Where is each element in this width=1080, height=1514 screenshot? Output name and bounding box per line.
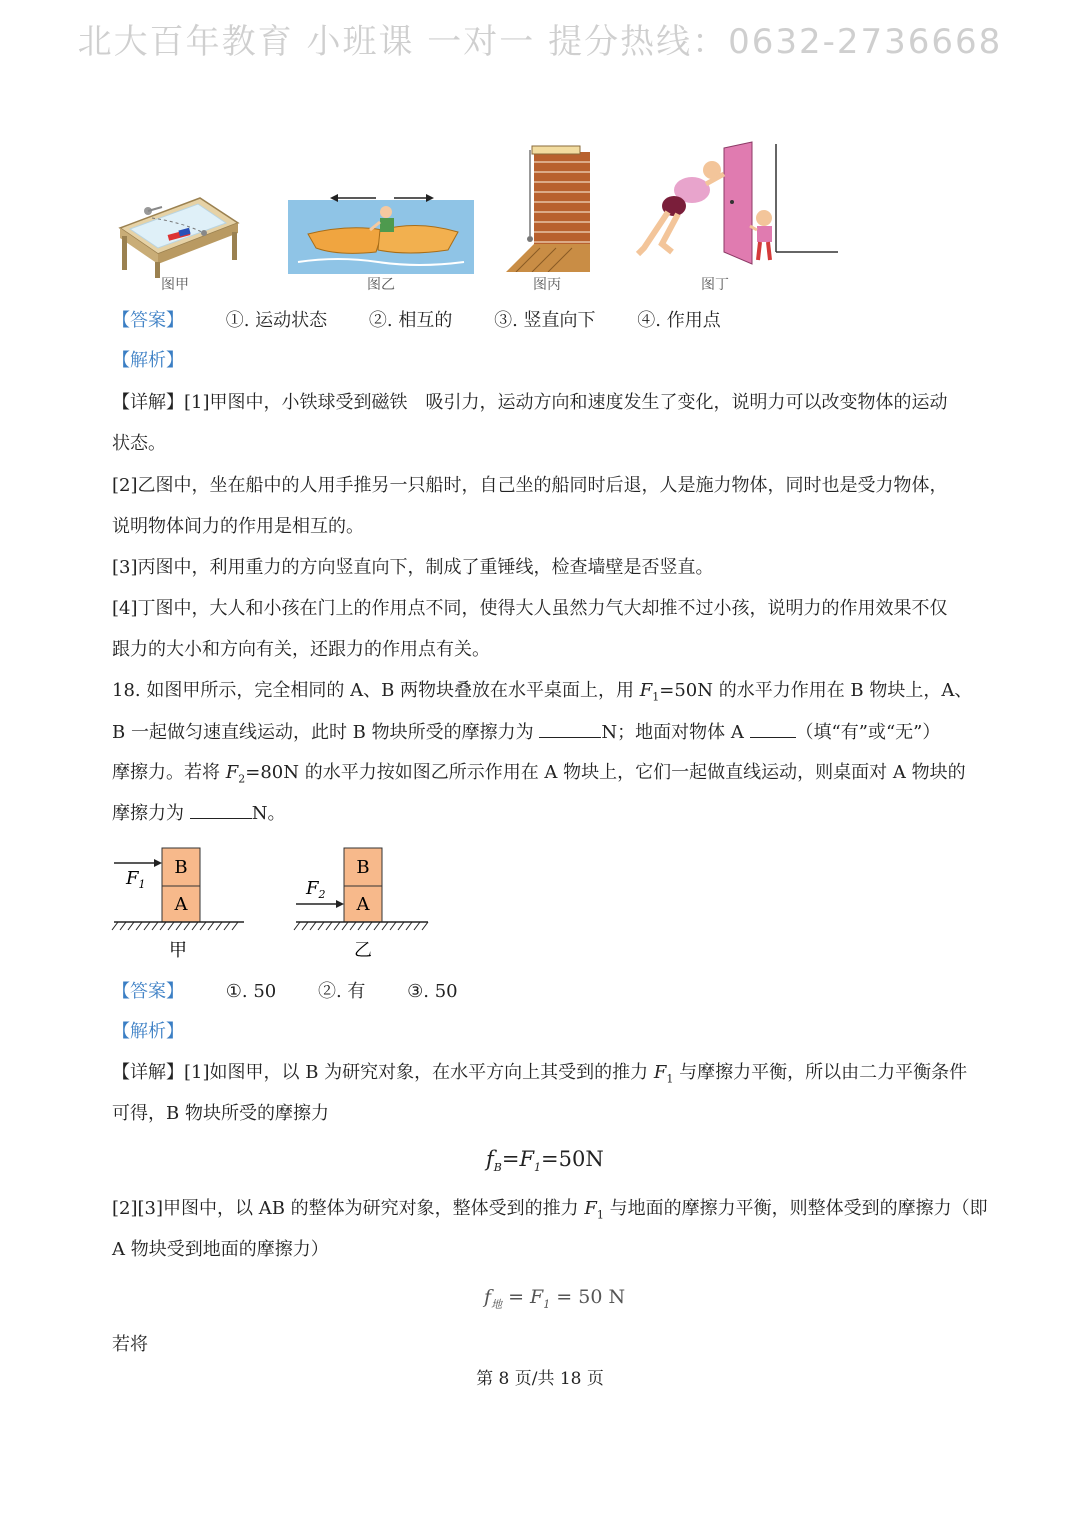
figure-jia-caption: 图甲 <box>161 277 189 293</box>
q17-answer-2: ②. 相互的 <box>368 310 453 331</box>
formula-eq-f: =F <box>501 1147 535 1171</box>
q17-detail-line-2: 状态。 <box>112 433 166 454</box>
q18-text: =80N 的水平力按如图乙所示作用在 A 物块上，它们一起做直线运动，则桌面对 A 物块的 <box>245 762 966 783</box>
q18-answer-3: ③. 50 <box>407 981 458 1002</box>
q18-detail-line-2: 可得，B 物块所受的摩擦力 <box>112 1103 329 1124</box>
formula-f: f <box>484 1286 492 1308</box>
q18-text: 摩擦力为 <box>112 803 190 824</box>
q17-answer-3: ③. 竖直向下 <box>494 310 596 331</box>
formula-fb <box>486 1147 604 1174</box>
figure-ding-caption: 图丁 <box>701 277 729 293</box>
formula-sub-b: B <box>493 1161 502 1175</box>
q17-detail-text-1: [1]甲图中，小铁球受到磁铁 吸引力，运动方向和速度发生了变化，说明力可以改变物体的运动 <box>184 392 948 413</box>
q18-text: =50N 的水平力作用在 B 物块上，A、 <box>659 680 973 701</box>
block-b-label-yi: B <box>356 857 370 878</box>
answer-blank-1[interactable] <box>539 721 601 738</box>
formula-eq-f: = F <box>502 1286 544 1308</box>
block-a-label-jia: A <box>174 894 188 915</box>
detail-tag: 【详解】 <box>112 1062 184 1083</box>
block-b-label-jia: B <box>174 857 188 878</box>
q18-text: （填“有”或“无”） <box>795 722 941 743</box>
watermark-text: 北大百年教育 小班课 一对一 提分热线：0632-2736668 <box>77 22 1003 62</box>
figure-jia-image <box>110 188 240 278</box>
f1-subscript: 1 <box>666 1072 674 1086</box>
answer-tag: 【答案】 <box>112 981 184 1002</box>
figure-yi-caption: 图乙 <box>367 277 395 293</box>
answer-blank-2[interactable] <box>750 721 796 738</box>
q18-text: 18. 如图甲所示，完全相同的 A、B 两物块叠放在水平桌面上，用 <box>112 680 640 701</box>
force-f1-symbol: F <box>126 868 139 889</box>
page-number: 第 8 页/共 18 页 <box>476 1369 604 1389</box>
q18-last-line: 若将 <box>112 1334 148 1355</box>
formula-value: = 50 N <box>550 1286 626 1308</box>
q18-text: B 一起做匀速直线运动，此时 B 物块所受的摩擦力为 <box>112 722 540 743</box>
diagram-label-yi: 乙 <box>354 940 372 961</box>
formula-sub-1: 1 <box>543 1297 551 1311</box>
f1-symbol: F <box>584 1198 597 1219</box>
answer-tag: 【答案】 <box>112 310 184 331</box>
figure-bing-image <box>502 144 598 272</box>
f1-subscript: 1 <box>652 690 660 704</box>
q18-question-line-1 <box>112 680 972 709</box>
figure-yi-image <box>288 190 474 274</box>
formula-fdi <box>484 1286 625 1312</box>
q18-text: N。 <box>251 803 286 824</box>
q18-block-diagram <box>110 844 450 964</box>
q17-detail-line-4: 说明物体间力的作用是相互的。 <box>112 516 364 537</box>
f1-subscript: 1 <box>596 1208 604 1222</box>
q17-detail-line-1 <box>112 392 972 414</box>
diagram-label-jia: 甲 <box>169 940 187 961</box>
answer-blank-3[interactable] <box>190 802 252 819</box>
force-f1-subscript: 1 <box>138 878 146 891</box>
q17-detail-line-6: [4]丁图中，大人和小孩在门上的作用点不同，使得大人虽然力气大却推不过小孩，说明力的作用效果不仅 <box>112 598 948 619</box>
q18-detail-text: [2][3]甲图中，以 AB 的整体为研究对象，整体受到的推力 <box>112 1198 585 1219</box>
detail-tag: 【详解】 <box>112 392 184 413</box>
q17-answer-1: ①. 运动状态 <box>225 310 328 331</box>
q18-detail-line-1 <box>112 1062 972 1091</box>
q18-question-line-2 <box>112 721 972 744</box>
q18-text: 摩擦力。若将 <box>112 762 226 783</box>
q18-detail-line-3 <box>112 1198 988 1227</box>
f1-symbol: F <box>639 680 653 701</box>
formula-sub-1: 1 <box>534 1161 542 1175</box>
q18-analysis-tag: 【解析】 <box>112 1021 184 1042</box>
q18-question-line-3 <box>112 762 972 791</box>
q17-analysis-tag: 【解析】 <box>112 350 184 371</box>
q18-detail-text: [1]如图甲，以 B 为研究对象，在水平方向上其受到的推力 <box>184 1062 654 1083</box>
q18-text: N；地面对物体 A <box>601 722 750 743</box>
q17-detail-line-5: [3]丙图中，利用重力的方向竖直向下，制成了重锤线，检查墙壁是否竖直。 <box>112 557 714 578</box>
q17-answer-4: ④. 作用点 <box>637 310 721 331</box>
q17-detail-line-3: [2]乙图中，坐在船中的人用手推另一只船时，自己坐的船同时后退，人是施力物体，同时也是受力物体， <box>112 475 948 496</box>
q17-answer-row <box>112 310 972 332</box>
f1-symbol: F <box>653 1062 667 1083</box>
force-f2-label <box>305 878 326 901</box>
formula-sub-di: 地 <box>491 1297 503 1311</box>
block-a-label-yi: A <box>356 894 370 915</box>
q18-answer-row <box>112 981 972 1003</box>
f2-subscript: 2 <box>238 772 246 786</box>
q18-question-line-4 <box>112 802 972 825</box>
q18-answer-2: ②. 有 <box>317 981 366 1002</box>
f2-symbol: F <box>225 762 239 783</box>
formula-f: f <box>486 1147 494 1171</box>
q18-detail-text: 与地面的摩擦力平衡，则整体受到的摩擦力（即 <box>603 1198 988 1219</box>
figure-bing-caption: 图丙 <box>533 277 561 293</box>
figure-ding-image <box>632 140 842 272</box>
force-f1-label <box>125 868 146 891</box>
figure-row <box>110 140 840 300</box>
formula-value: =50N <box>541 1147 604 1171</box>
force-f2-subscript: 2 <box>318 888 326 901</box>
q18-answer-1: ①. 50 <box>225 981 277 1002</box>
q18-detail-line-4: A 物块受到地面的摩擦力） <box>112 1239 329 1260</box>
force-f2-symbol: F <box>306 878 319 899</box>
q18-detail-text: 与摩擦力平衡，所以由二力平衡条件 <box>673 1062 968 1083</box>
q17-detail-line-7: 跟力的大小和方向有关，还跟力的作用点有关。 <box>112 639 490 660</box>
